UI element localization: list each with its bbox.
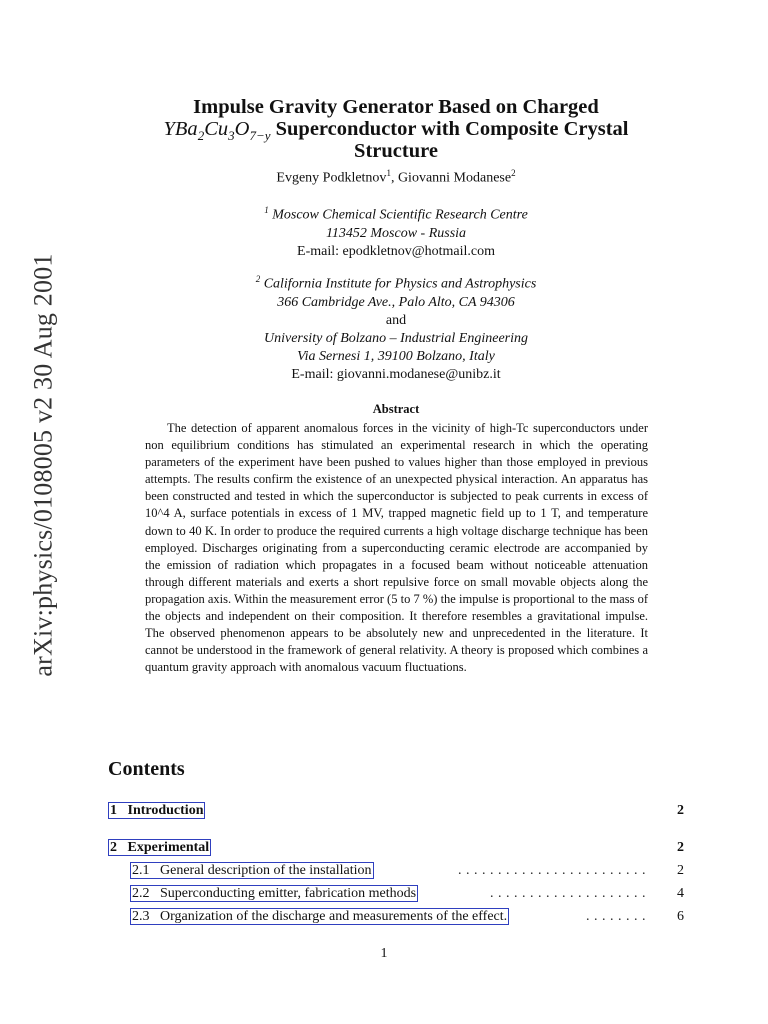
toc-link[interactable]: 2.3 Organization of the discharge and measurements of the effect. — [132, 909, 508, 924]
affiliation-2-email: E-mail: giovanni.modanese@unibz.it — [291, 366, 501, 382]
toc-link[interactable]: 1 Introduction — [110, 803, 204, 818]
contents-heading: Contents — [108, 758, 185, 780]
toc-entry-superconducting-emitter[interactable] — [130, 885, 684, 903]
title-line-1: Impulse Gravity Generator Based on Charged — [193, 96, 599, 118]
affiliation-2-mark: 2 — [255, 274, 261, 284]
author-2: Giovanni Modanese — [397, 170, 512, 186]
abstract-body: The detection of apparent anomalous forces in the vicinity of high-Tc superconductors under non equilibrium conditions has stimulated an experimental research in which the operating parameters of the experiment have been pushed to values higher than those employed in previous attempts. The results confirm the existence of an unexpected physical interaction. An apparatus has been constructed and tested in which the superconductor is subjected to peak currents in excess of 10^4 A, surface potentials in excess of 1 MV, trapped magnetic field up to 1 T, and temperature down to 40 K. In order to produce the required currents a high voltage discharge technique has been employed. Discharges originating from a superconducting ceramic electrode are accompanied by the emission of radiation which propagates in a focused beam without noticeable attenuation through different materials and exerts a short repulsive force on small movable objects along the propagation axis. Within the measurement error (5 to 7 %) the impulse is proportional to the mass of the objects and independent on their composition. It therefore resembles a gravitational impulse. The observed phenomenon appears to be absolutely new and unprecedented in the literature. It cannot be understood in the framework of general relativity. A theory is proposed which combines a quantum gravity approach with anomalous vacuum fluctuations. — [145, 421, 648, 675]
toc-link[interactable]: 2.2 Superconducting emitter, fabrication methods — [132, 886, 417, 901]
toc-page-number: 4 — [677, 886, 684, 901]
affiliation-2-address2: Via Sernesi 1, 39100 Bolzano, Italy — [297, 348, 495, 364]
affiliation-2 — [98, 270, 694, 384]
toc-page-number: 2 — [677, 863, 684, 878]
affiliation-1-address: 113452 Moscow - Russia — [325, 225, 467, 241]
abstract-heading: Abstract — [372, 402, 420, 416]
affiliation-1 — [98, 201, 694, 261]
affiliation-1-org: Moscow Chemical Scientific Research Centre — [272, 207, 528, 223]
toc-link[interactable]: 2.1 General description of the installation — [132, 863, 372, 878]
toc-leader-dots: ........................ — [458, 863, 650, 878]
toc-leader-dots: .................... — [490, 886, 650, 901]
toc-entry-experimental[interactable] — [108, 839, 684, 857]
arxiv-identifier: arXiv:physics/0108005 v2 30 Aug 2001 — [29, 253, 58, 677]
toc-entry-general-description[interactable] — [130, 862, 684, 880]
author-list: Evgeny Podkletnov$^1$, Giovanni Modanese$^2$ — [276, 168, 516, 186]
author-1: Evgeny Podkletnov — [276, 170, 387, 186]
affiliation-1-email: E-mail: epodkletnov@hotmail.com — [297, 243, 495, 259]
toc-page-number: 2 — [677, 840, 684, 855]
toc-page-number: 6 — [677, 909, 684, 924]
author-1-mark: 1 — [386, 168, 391, 178]
toc-entry-introduction[interactable] — [108, 802, 684, 820]
toc-entry-organization-discharge[interactable] — [130, 908, 684, 926]
affiliation-1-mark: 1 — [264, 205, 269, 215]
title-line-2-rest: Superconductor with Composite Crystal — [270, 118, 629, 140]
title-formula: $YBa_2Cu_3O_{7-y}$ — [163, 118, 271, 144]
toc-link[interactable]: 2 Experimental — [110, 840, 210, 855]
toc-page-number: 2 — [677, 803, 684, 818]
title-line-2 — [98, 118, 694, 144]
author-2-mark: 2 — [511, 168, 516, 178]
paper-title — [98, 96, 694, 162]
arxiv-identifier-stamp — [24, 255, 64, 675]
page-number: 1 — [380, 946, 388, 961]
affiliation-2-address: 366 Cambridge Ave., Palo Alto, CA 94306 — [277, 294, 515, 310]
affiliation-2-org2: University of Bolzano – Industrial Engineering — [263, 330, 529, 346]
affiliation-2-org: California Institute for Physics and Astrophysics — [263, 276, 537, 292]
affiliation-2-and: and — [385, 312, 407, 328]
toc-leader-dots: ........ — [586, 909, 650, 924]
title-line-3: Structure — [354, 140, 438, 162]
